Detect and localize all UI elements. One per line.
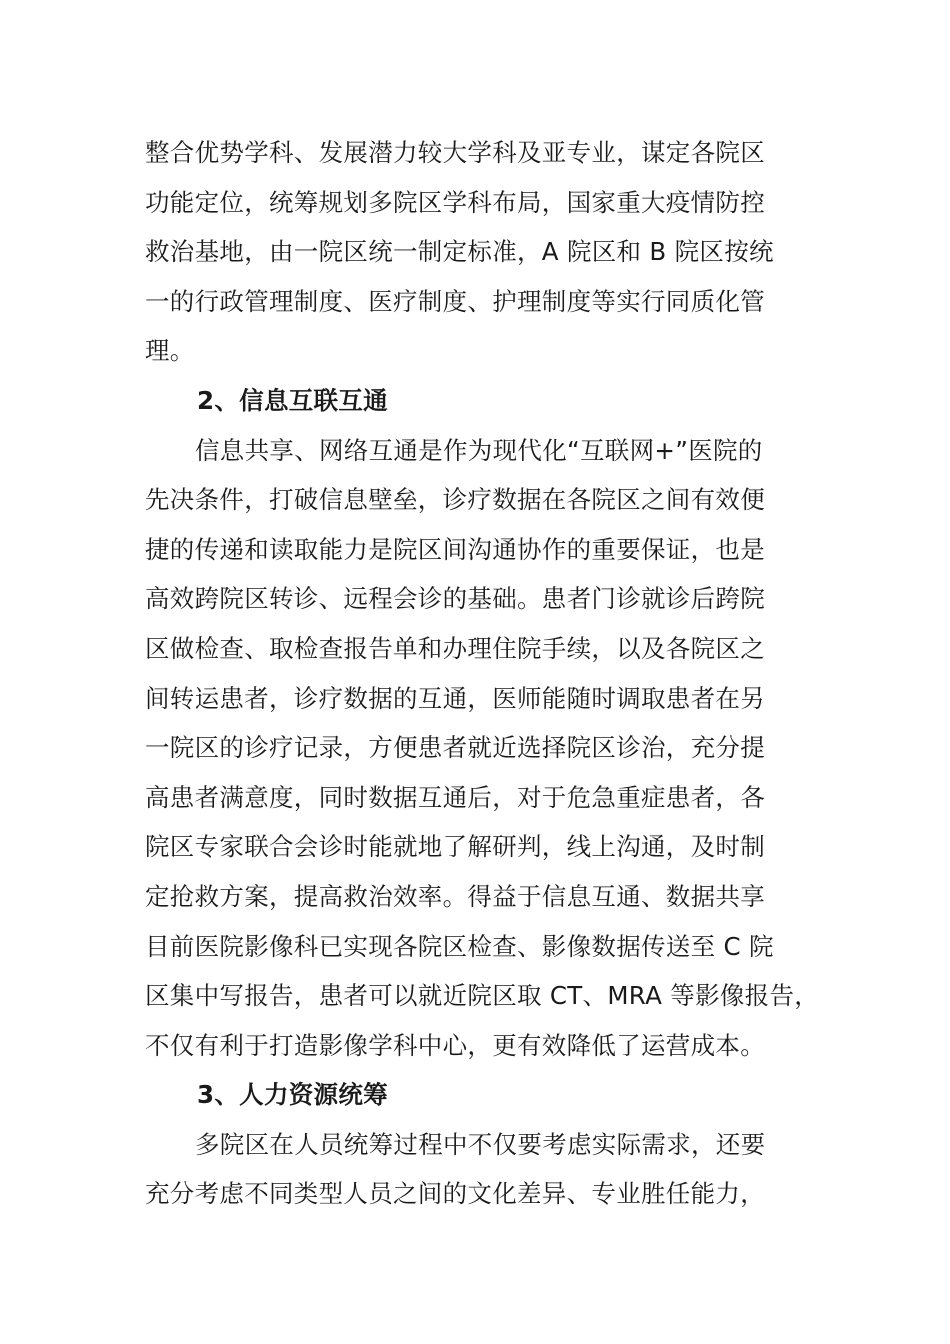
paragraph-first-line: 多院区在人员统筹过程中不仅要考虑实际需求，还要 xyxy=(195,1129,766,1159)
body-line: 高效跨院区转诊、远程会诊的基础。患者门诊就诊后跨院 xyxy=(145,584,765,614)
body-line: 院区专家联合会诊时能就地了解研判，线上沟通，及时制 xyxy=(145,832,765,862)
section-heading-info-interconnection: 2、信息互联互通 xyxy=(197,385,388,415)
body-line: 救治基地，由一院区统一制定标准，A 院区和 B 院区按统 xyxy=(145,237,774,267)
body-line: 功能定位，统筹规划多院区学科布局，国家重大疫情防控 xyxy=(145,187,765,217)
paragraph-first-line: 信息共享、网络互通是作为现代化“互联网+”医院的 xyxy=(195,435,763,465)
body-line: 高患者满意度，同时数据互通后，对于危急重症患者，各 xyxy=(145,782,765,812)
body-line: 理。 xyxy=(145,336,195,366)
body-line: 捷的传递和读取能力是院区间沟通协作的重要保证，也是 xyxy=(145,534,765,564)
body-line: 充分考虑不同类型人员之间的文化差异、专业胜任能力， xyxy=(145,1179,765,1209)
body-line: 定抢救方案，提高救治效率。得益于信息互通、数据共享 xyxy=(145,881,765,911)
body-line: 不仅有利于打造影像学科中心，更有效降低了运营成本。 xyxy=(145,1030,765,1060)
body-line: 间转运患者，诊疗数据的互通，医师能随时调取患者在另 xyxy=(145,683,765,713)
body-line: 先决条件，打破信息壁垒，诊疗数据在各院区之间有效便 xyxy=(145,485,765,515)
section-heading-hr-coordination: 3、人力资源统筹 xyxy=(197,1080,388,1110)
body-line: 整合优势学科、发展潜力较大学科及亚专业，谋定各院区 xyxy=(145,138,765,167)
document-body xyxy=(145,128,820,1219)
body-line: 区做检查、取检查报告单和办理住院手续，以及各院区之 xyxy=(145,633,765,663)
body-line: 一的行政管理制度、医疗制度、护理制度等实行同质化管 xyxy=(145,286,765,316)
body-line: 一院区的诊疗记录，方便患者就近选择院区诊治，充分提 xyxy=(145,733,765,763)
body-line: 区集中写报告，患者可以就近院区取 CT、MRA 等影像报告， xyxy=(145,981,820,1011)
body-line: 目前医院影像科已实现各院区检查、影像数据传送至 C 院 xyxy=(145,931,774,961)
